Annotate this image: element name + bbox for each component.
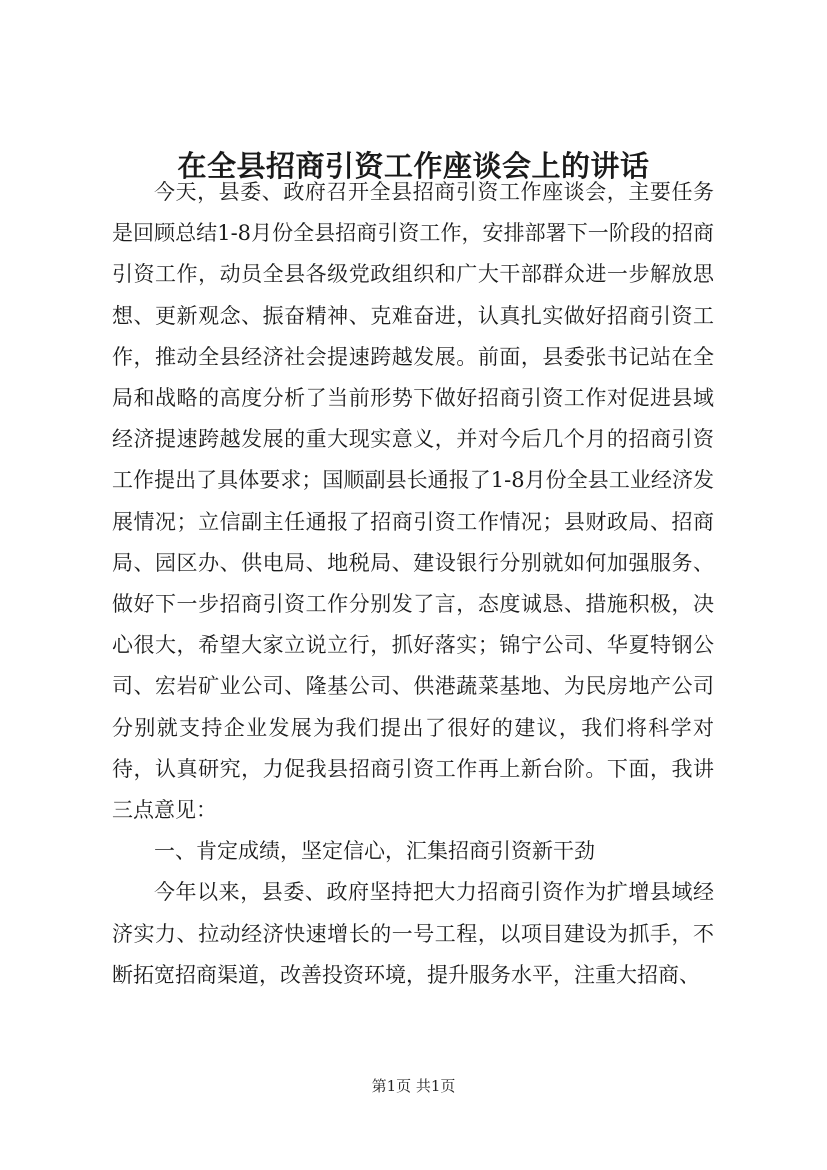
document-title: 在全县招商引资工作座谈会上的讲话 <box>177 149 650 183</box>
page-number-footer: 第1页 共1页 <box>371 1077 456 1095</box>
paragraph-section-1: 今年以来，县委、政府坚持把大力招商引资作为扩增县域经济实力、拉动经济快速增长的一号工程，以项目建设为抓手，不断拓宽招商渠道，改善投资环境，提升服务水平，注重大招商、 <box>112 880 714 987</box>
paragraph-intro: 今天，县委、政府召开全县招商引资工作座谈会，主要任务是回顾总结1-8月份全县招商引资工作，安排部署下一阶段的招商引资工作，动员全县各级党政组织和广大干部群众进一步解放思想、更新观念、振奋精神、克难奋进，认真扎实做好招商引资工作，推动全县经济社会提速跨越发展。前面，县委张书记站在全局和战略的高度分析了当前形势下做好招商引资工作对促进县域经济提速跨越发展的重大现实意义，并对今后几个月的招商引资工作提出了具体要求；国顺副县长通报了1-8月份全县工业经济发展情况；立信副主任通报了招商引资工作情况；县财政局、招商局、园区办、供电局、地税局、建设银行分别就如何加强服务、做好下一步招商引资工作分别发了言，态度诚恳、措施积极，决心很大，希望大家立说立行，抓好落实；锦宁公司、华夏特钢公司、宏岩矿业公司、隆基公司、供港蔬菜基地、为民房地产公司分别就支持企业发展为我们提出了很好的建议，我们将科学对待，认真研究，力促我县招商引资工作再上新台阶。下面，我讲三点意见： <box>112 180 714 823</box>
document-body <box>112 172 714 996</box>
section-heading-1: 一、肯定成绩，坚定信心，汇集招商引资新干劲 <box>154 839 595 864</box>
